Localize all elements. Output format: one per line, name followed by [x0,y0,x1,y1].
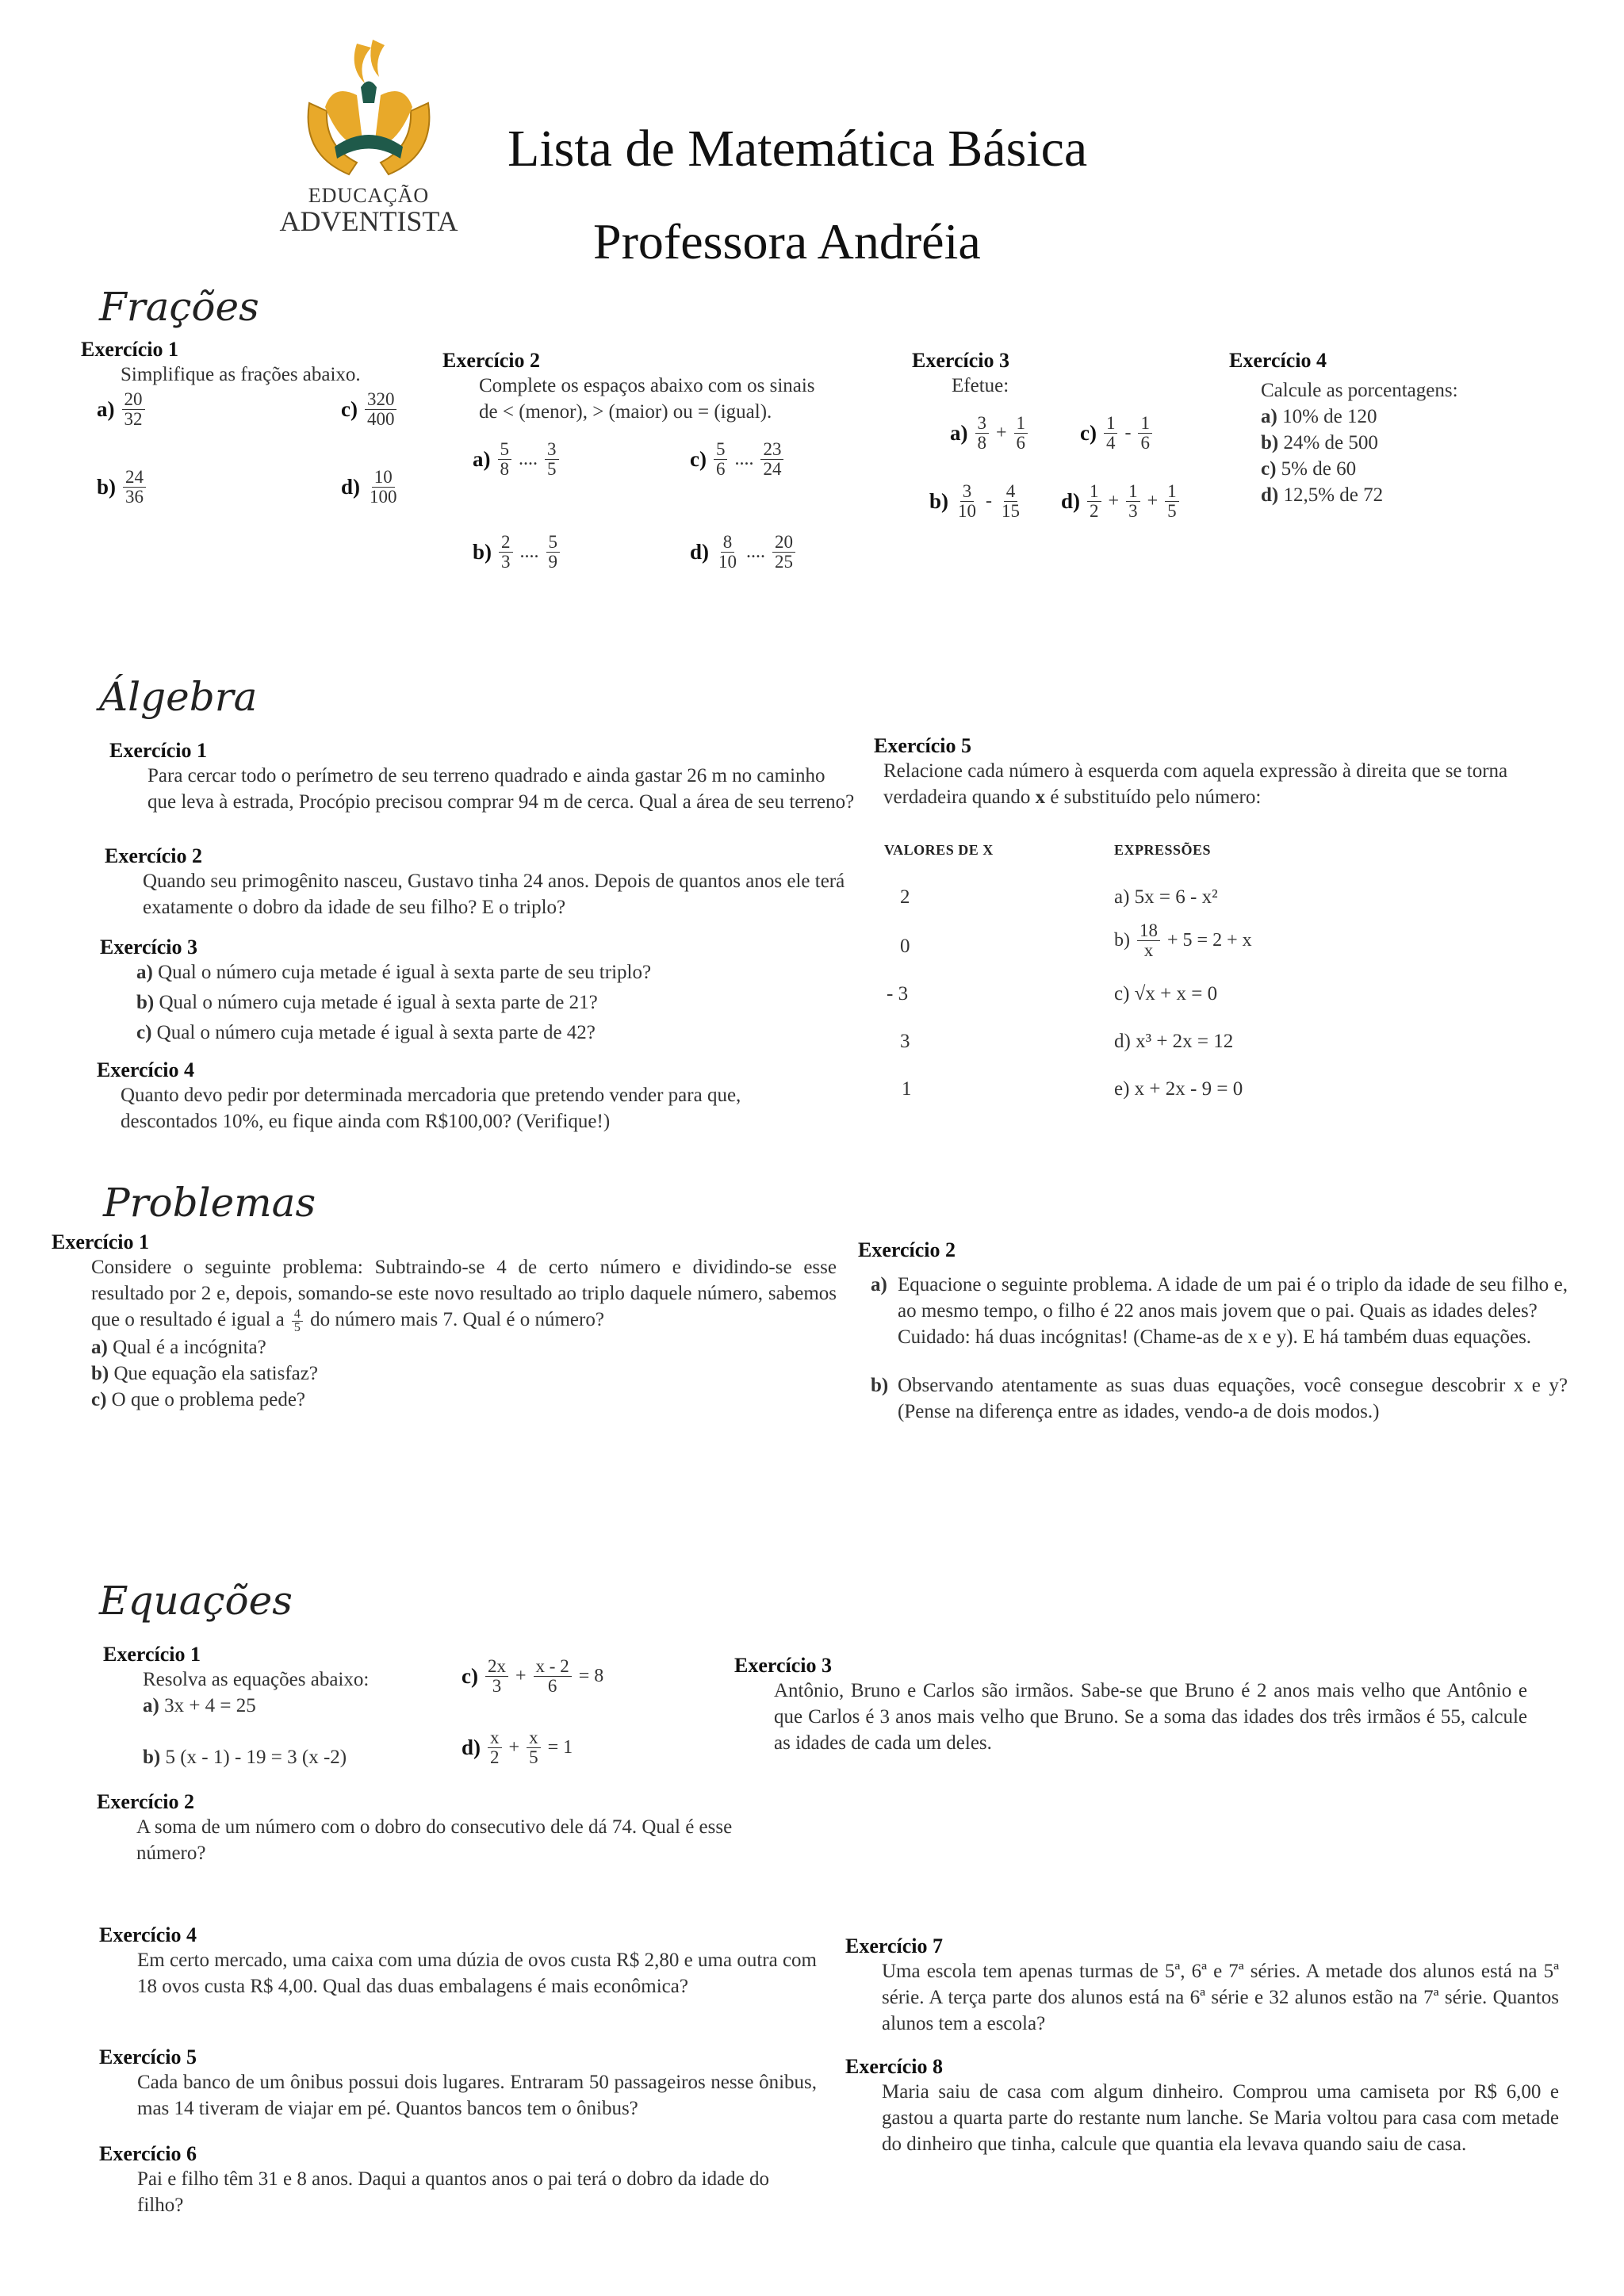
equacoes-ex3 [734,1654,1527,1756]
section-problemas: Problemas [103,1180,316,1226]
exercise-text-2: de < (menor), > (maior) ou = (igual). [479,401,772,423]
exercise-title: Exercício 2 [105,844,202,867]
exercise-title: Exercício 3 [734,1654,832,1677]
section-equacoes: Equações [99,1578,293,1624]
list-item: b) 24% de 500 [1261,432,1378,453]
fracoes-ex3-b: b) $\frac{3}{10}$ - $\frac{4}{15}$ [929,481,1021,521]
exercise-title: Exercício 1 [103,1643,201,1666]
exercise-text: Resolva as equações abaixo: [143,1669,370,1690]
exercise-title: Exercício 7 [845,1934,943,1957]
equacoes-ex1 [103,1643,452,1719]
algebra-ex1 [109,739,855,815]
fracoes-ex3-d: d) $\frac{1}{2}$ + $\frac{1}{3}$ + $\frac{1}{5}$ [1061,482,1182,521]
problemas-ex1 [52,1230,837,1413]
section-algebra: Álgebra [99,674,258,720]
list-item: d) 12,5% de 72 [1261,484,1384,506]
exercise-text: Pai e filho têm 31 e 8 anos. Daqui a quantos anos o pai terá o dobro da idade do filho? [137,2168,770,2216]
problemas-ex2-b: b) Observando atentamente as suas duas equações, você consegue descobrir x e y? (Pense na diferença entre as idades, vendo-a de dois modos.) [871,1375,1568,1422]
fracoes-ex1-a: a) $\frac{20}{32}$ [97,390,147,429]
logo-line-1: EDUCAÇÃO [308,184,430,207]
exercise-text: A soma de um número com o dobro do consecutivo dele dá 74. Qual é esse número? [136,1816,733,1864]
equacoes-ex1-d: d) $\frac{x}{2}$ + $\frac{x}{5}$ = 1 [462,1728,573,1767]
exercise-title: Exercício 2 [97,1790,194,1813]
equacoes-ex8 [845,2055,1559,2157]
section-fracoes: Frações [99,284,259,330]
exercise-title: Exercício 3 [912,349,1009,372]
exercise-title: Exercício 4 [97,1058,194,1081]
fracoes-ex2 [442,349,894,425]
exercise-title: Exercício 1 [81,338,178,361]
exercise-text-1: Complete os espaços abaixo com os sinais [479,375,815,396]
equacoes-ex1-c: c) $\frac{2x}{3}$ + $\frac{x - 2}{6}$ = 8 [462,1656,604,1696]
exercise-text: Antônio, Bruno e Carlos são irmãos. Sabe-se que Bruno é 2 anos mais velho que Antônio e que Carlos é 3 anos mais velho que Bruno. Se a soma das idades dos três irmãos é 55, calcule as idades de cada um deles. [774,1680,1527,1754]
algebra-ex5 [874,734,1564,810]
fracoes-ex4 [1229,349,1578,508]
list-item: b) Que equação ela satisfaz? [91,1362,318,1384]
exercise-title: Exercício 5 [99,2045,197,2068]
fracoes-ex3-c: c) $\frac{1}{4}$ - $\frac{1}{6}$ [1080,414,1155,453]
list-item: c) O que o problema pede? [91,1388,306,1410]
exercise-title: Exercício 4 [1229,349,1327,372]
exercise-text: Calcule as porcentagens: [1261,380,1458,401]
exercise-text: Quanto devo pedir por determinada mercadoria que pretendo vender para que, descontados 10%, eu fique ainda com R$100,00? (Verifique!) [121,1085,741,1132]
exercise-text: Cada banco de um ônibus possui dois lugares. Entraram 50 passageiros nesse ônibus, mas 14 tiveram de viajar em pé. Quantos bancos tem o ônibus? [137,2072,817,2119]
page-title: Lista de Matemática Básica [508,120,1088,178]
value-item: 3 [900,1031,910,1052]
algebra-ex2 [105,844,850,920]
equacoes-ex1-b: b) 5 (x - 1) - 19 = 3 (x -2) [143,1747,347,1768]
fracoes-ex3 [912,349,1009,399]
list-item: a) Qual é a incógnita? [91,1336,266,1358]
exercise-title: Exercício 2 [858,1238,956,1261]
value-item: 0 [900,936,910,957]
list-item: a) Qual o número cuja metade é igual à sexta parte de seu triplo? [136,962,652,983]
value-item: 2 [900,886,910,908]
fracoes-ex1-c: c) $\frac{320}{400}$ [341,390,399,429]
exercise-title: Exercício 5 [874,734,971,757]
algebra-ex3 [100,936,861,1046]
exercise-text: Considere o seguinte problema: Subtraindo-se 4 de certo número e dividindo-se esse resultado por 2 e, depois, somando-se este novo resultado ao triplo daquele número, sabemos que o resultado é igual a $\frac{4}{5}$ do número mais 7. Qual é o número? [91,1257,837,1334]
exercise-text: Relacione cada número à esquerda com aquela expressão à direita que se torna verdadeira quando x é substituído pelo número: [883,760,1508,808]
fracoes-ex1-b: b) $\frac{24}{36}$ [97,468,148,507]
expression-c: c) √x + x = 0 [1114,983,1218,1004]
fracoes-ex2-b: b) $\frac{2}{3}$ .... $\frac{5}{9}$ [473,533,562,572]
fracoes-ex1 [81,338,422,388]
list-item: b) Qual o número cuja metade é igual à sexta parte de 21? [136,992,598,1013]
column-header-values: VALORES DE X [884,842,994,858]
fracoes-ex2-a: a) $\frac{5}{8}$ .... $\frac{3}{5}$ [473,440,561,479]
equacoes-ex7 [845,1934,1559,2037]
value-item: 1 [902,1078,912,1100]
exercise-title: Exercício 4 [99,1923,197,1946]
exercise-title: Exercício 6 [99,2142,197,2165]
exercise-title: Exercício 1 [52,1230,149,1253]
expression-a: a) 5x = 6 - x² [1114,886,1218,908]
page-subtitle: Professora Andréia [593,213,981,270]
fracoes-ex1-d: d) $\frac{10}{100}$ [341,467,397,507]
expression-b: b) $\frac{18}{x}$ + 5 = 2 + x [1114,920,1252,960]
column-header-expressions: EXPRESSÕES [1114,842,1212,858]
list-item: c) 5% de 60 [1261,458,1357,480]
equacoes-ex5 [99,2045,817,2122]
expression-e: e) x + 2x - 9 = 0 [1114,1078,1243,1100]
equacoes-ex4 [99,1923,817,1999]
equacoes-ex2 [97,1790,763,1866]
exercise-text: Quando seu primogênito nasceu, Gustavo tinha 24 anos. Depois de quantos anos ele terá exatamente o dobro da idade de seu filho? E o triplo? [143,871,845,918]
exercise-text: Uma escola tem apenas turmas de 5ª, 6ª e 7ª séries. A metade dos alunos está na 5ª série. A terça parte dos alunos está na 6ª série e 32 alunos estão na 7ª série. Quantos alunos tem a escola? [882,1961,1559,2034]
expression-d: d) x³ + 2x = 12 [1114,1031,1234,1052]
value-item: - 3 [887,983,909,1004]
problemas-ex2-a: a) Equacione o seguinte problema. A idade de um pai é o triplo da idade de seu filho e, ao mesmo tempo, o filho é 22 anos mais jovem que o pai. Quais as idades deles? Cuidado: há duas incógnitas! (Chame-as de x e y). E há também duas equações. [871,1274,1568,1348]
list-item: c) Qual o número cuja metade é igual à sexta parte de 42? [136,1022,596,1043]
exercise-title: Exercício 3 [100,936,197,959]
logo-line-2: ADVENTISTA [279,205,458,237]
exercise-text: Maria saiu de casa com algum dinheiro. Comprou uma camiseta por R$ 6,00 e gastou a quarta parte do restante num lanche. Se Maria voltou para casa com metade do dinheiro que tinha, calcule que quantia ela levava quando saiu de casa. [882,2081,1559,2155]
fracoes-ex2-c: c) $\frac{5}{6}$ .... $\frac{23}{24}$ [690,440,786,479]
exercise-text: Efetue: [952,375,1009,396]
exercise-text: Para cercar todo o perímetro de seu terreno quadrado e ainda gastar 26 m no caminho que leva à estrada, Procópio precisou comprar 94 m de cerca. Qual a área de seu terreno? [147,765,855,813]
list-item: a) 10% de 120 [1261,406,1377,427]
logo-emblem-icon [278,28,460,186]
equacoes-ex6 [99,2142,817,2218]
exercise-title: Exercício 1 [109,739,207,762]
exercise-text: Simplifique as frações abaixo. [121,364,361,385]
exercise-text: Em certo mercado, uma caixa com uma dúzia de ovos custa R$ 2,80 e uma outra com 18 ovos custa R$ 4,00. Qual das duas embalagens é mais econômica? [137,1950,817,1997]
equacoes-ex1-a: a) 3x + 4 = 25 [143,1695,256,1716]
logo [278,28,460,237]
problemas-ex2 [858,1238,1568,1425]
exercise-title: Exercício 2 [442,349,540,372]
fracoes-ex2-d: d) $\frac{8}{10}$ .... $\frac{20}{25}$ [690,533,798,572]
algebra-ex4 [97,1058,842,1135]
exercise-title: Exercício 8 [845,2055,943,2078]
fracoes-ex3-a: a) $\frac{3}{8}$ + $\frac{1}{6}$ [950,414,1030,453]
